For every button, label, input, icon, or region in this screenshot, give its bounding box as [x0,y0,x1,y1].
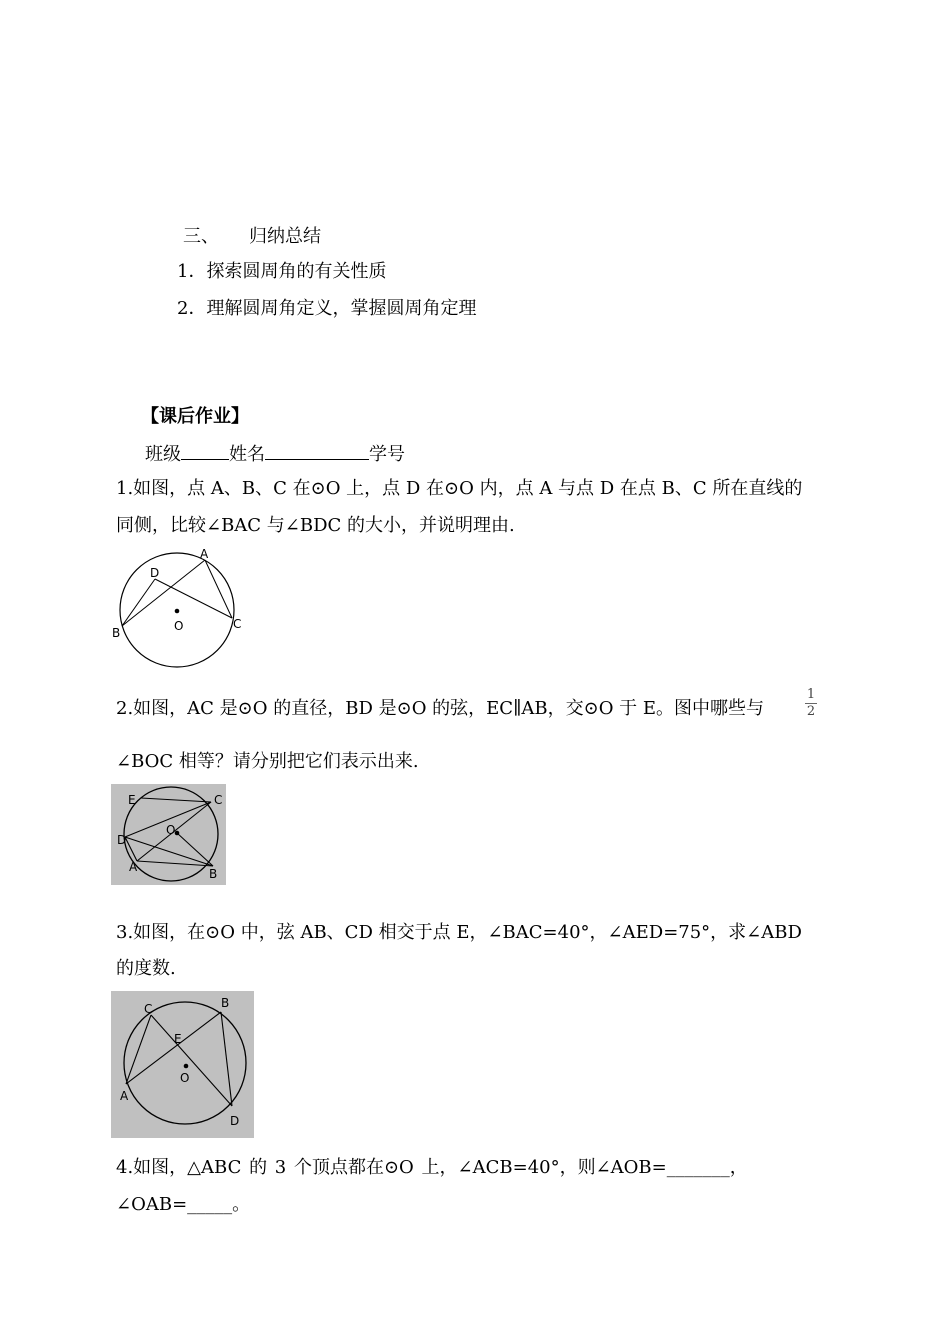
q2-line-1 [116,697,764,721]
q3-circle [124,1002,246,1124]
q2-line-2: ∠BOC 相等？请分别把它们表示出来. [116,751,419,772]
q3-line-2: 的度数. [116,958,176,979]
q1-segment-BA [122,560,205,626]
q1-label-B: B [112,626,121,640]
q2-fraction-numerator: 1 [806,687,816,702]
q1-center-dot [175,609,180,614]
q2-segment-DB [125,837,213,866]
q1-figure [108,546,248,672]
id-label: 学号 [369,444,405,465]
summary-item-2: 2．理解圆周角定义，掌握圆周角定理 [177,298,477,319]
class-blank[interactable] [181,441,229,460]
q3-segment-CD [151,1015,232,1106]
q1-label-D: D [150,566,160,580]
q2-fraction [804,688,818,719]
q2-label-O: O [166,823,176,837]
q3-label-D: D [230,1114,240,1128]
q2-label-A: A [129,860,138,874]
class-label: 班级 [145,444,181,465]
q3-label-C: C [144,1002,153,1016]
q2-label-C: C [214,793,223,807]
summary-heading-number: 三、 [183,226,219,247]
q1-line-1: 1.如图，点 A、B、C 在⊙O 上，点 D 在⊙O 内，点 A 与点 D 在点 B、C 所在直线的 [116,478,803,499]
q3-label-E: E [174,1032,182,1046]
homework-title: 【课后作业】 [141,406,249,427]
summary-heading-text: 归纳总结 [249,226,321,247]
summary-heading [183,225,321,249]
summary-item-1: 1．探索圆周角的有关性质 [177,261,387,282]
q3-label-B: B [221,996,230,1010]
name-blank[interactable] [265,441,369,460]
q1-segment-BD [122,579,155,626]
student-info-line [145,441,405,467]
q3-segment-CA [126,1015,151,1084]
q3-segment-BD [221,1012,232,1106]
q2-label-B: B [209,867,218,881]
q1-label-O: O [174,619,184,633]
q2-fraction-denominator: 2 [806,704,816,719]
q2-label-E: E [128,793,136,807]
q3-center-dot [184,1064,189,1069]
q1-label-C: C [233,617,242,631]
q1-label-A: A [200,547,209,561]
q2-segment-EC [141,798,211,802]
q4-line-1: 4.如图，△ABC 的 3 个顶点都在⊙O 上，∠ACB=40°，则∠AOB=_______， [116,1157,748,1178]
q1-segment-DC [155,579,232,618]
name-label: 姓名 [229,444,265,465]
q3-label-A: A [120,1089,129,1103]
q3-segment-AB [126,1012,221,1084]
q2-figure [111,784,226,885]
q2-segment-OB [177,833,213,866]
q3-figure [111,991,254,1138]
q4-line-2: ∠OAB=_____。 [116,1194,251,1215]
q1-line-2: 同侧，比较∠BAC 与∠BDC 的大小，并说明理由. [116,515,515,536]
q2-text-1: 2.如图，AC 是⊙O 的直径，BD 是⊙O 的弦，EC∥AB，交⊙O 于 E。图中哪些与 [116,698,765,719]
q3-line-1: 3.如图，在⊙O 中，弦 AB、CD 相交于点 E，∠BAC=40°，∠AED=75°，求∠ABD [116,922,802,943]
q3-label-O: O [180,1071,190,1085]
q2-label-D: D [117,833,127,847]
q1-segment-AC [205,560,232,618]
